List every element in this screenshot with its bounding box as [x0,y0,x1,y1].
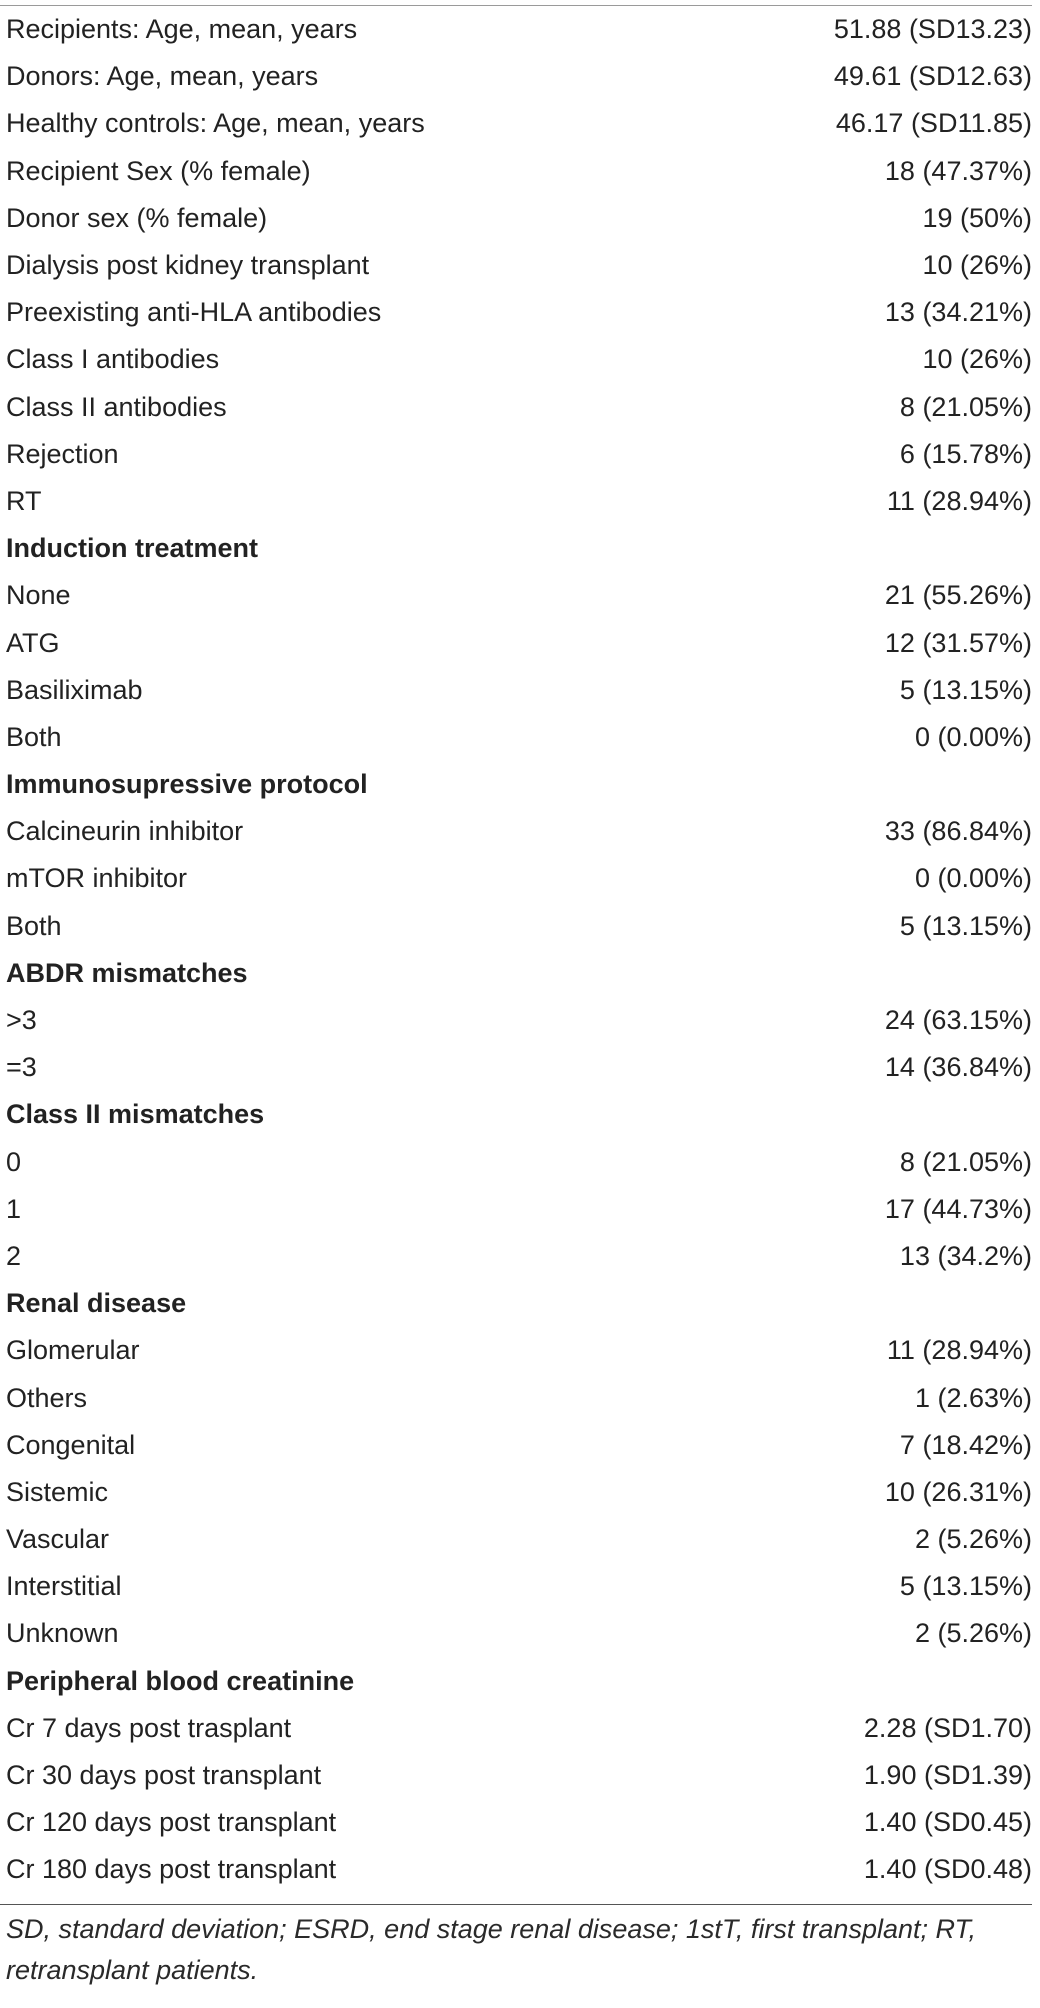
row-value: 5 (13.15%) [899,910,1032,941]
table-row [0,1374,1032,1421]
table-row [0,336,1032,383]
table-row [0,808,1032,855]
table-row [0,53,1032,100]
table-row [0,195,1032,242]
row-value: 51.88 (SD13.23) [833,14,1032,45]
row-value: 24 (63.15%) [884,1005,1032,1036]
table-row [0,1846,1032,1893]
table-row [0,148,1032,195]
row-value: 8 (21.05%) [899,1146,1032,1177]
table-row [0,384,1032,431]
row-label: 0 [6,1146,22,1177]
row-label: Basiliximab [6,674,143,705]
row-value: 0 (0.00%) [914,863,1032,894]
row-label: >3 [6,1005,37,1036]
row-label: Both [6,721,62,752]
table-row [0,714,1032,761]
row-value [720,950,1032,997]
row-value: 1.90 (SD1.39) [863,1760,1032,1791]
table-row [0,1186,1032,1233]
row-value: 5 (13.15%) [899,1571,1032,1602]
row-label: Dialysis post kidney transplant [6,250,370,281]
table-row [0,1752,1032,1799]
row-label: Both [6,910,62,941]
row-label: Healthy controls: Age, mean, years [6,108,425,139]
table-row [0,478,1032,525]
table-row [0,100,1032,147]
table-row [0,1327,1032,1374]
section-header-label: Immunosupressive protocol [6,769,368,800]
row-label: =3 [6,1052,37,1083]
row-value: 10 (26%) [922,344,1032,375]
row-value: 2 (5.26%) [914,1524,1032,1555]
row-value [720,761,1032,808]
row-label: Class I antibodies [6,344,220,375]
row-label: Cr 30 days post transplant [6,1760,322,1791]
section-header-row [0,1658,1032,1705]
section-header-label: Peripheral blood creatinine [6,1665,355,1696]
row-label: Cr 7 days post trasplant [6,1712,292,1743]
row-label: Donor sex (% female) [6,202,268,233]
section-header-row [0,1280,1032,1327]
section-header-label: ABDR mismatches [6,957,248,988]
row-label: Class II antibodies [6,391,227,422]
row-value: 8 (21.05%) [899,391,1032,422]
row-value: 7 (18.42%) [899,1429,1032,1460]
table-row [0,1233,1032,1280]
row-value: 11 (28.94%) [886,1335,1032,1366]
row-value [720,1091,1032,1138]
row-label: Cr 180 days post transplant [6,1854,337,1885]
table-row [0,6,1032,53]
row-value: 12 (31.57%) [884,627,1032,658]
row-label: 1 [6,1193,22,1224]
section-header-label: Induction treatment [6,533,259,564]
row-label: Rejection [6,438,119,469]
section-header-label: Renal disease [6,1288,187,1319]
row-value: 11 (28.94%) [886,485,1032,516]
row-value: 13 (34.21%) [884,297,1032,328]
table-row [0,997,1032,1044]
row-label: Unknown [6,1618,119,1649]
table-row [0,619,1032,666]
row-value: 2.28 (SD1.70) [863,1712,1032,1743]
row-value: 0 (0.00%) [914,721,1032,752]
row-value: 46.17 (SD11.85) [835,108,1032,139]
row-value: 5 (13.15%) [899,674,1032,705]
section-header-row [0,950,1032,997]
row-label: Calcineurin inhibitor [6,816,244,847]
patient-characteristics-table [0,6,1032,1894]
row-label: Congenital [6,1429,136,1460]
row-label: Recipients: Age, mean, years [6,14,358,45]
row-label: Cr 120 days post transplant [6,1807,337,1838]
row-label: mTOR inhibitor [6,863,188,894]
section-header-row [0,525,1032,572]
row-label: ATG [6,627,60,658]
row-label: Sistemic [6,1476,109,1507]
table-row [0,1139,1032,1186]
row-label: Recipient Sex (% female) [6,155,311,186]
table-row [0,855,1032,902]
row-label: Preexisting anti-HLA antibodies [6,297,382,328]
table-row [0,667,1032,714]
row-value: 21 (55.26%) [884,580,1032,611]
table-bottom-rule [0,1904,1032,1905]
row-value: 1.40 (SD0.48) [863,1854,1032,1885]
table-row [0,1422,1032,1469]
row-value: 14 (36.84%) [884,1052,1032,1083]
table-row [0,1516,1032,1563]
table-row [0,1044,1032,1091]
row-label: 2 [6,1240,22,1271]
row-label: Others [6,1382,88,1413]
table-body [0,6,1032,1894]
row-value: 17 (44.73%) [884,1193,1032,1224]
row-value: 10 (26%) [922,250,1032,281]
row-value: 33 (86.84%) [884,816,1032,847]
row-value: 1 (2.63%) [914,1382,1032,1413]
table-footnote: SD, standard deviation; ESRD, end stage renal disease; 1stT, first transplant; RT, retransplant patients. [6,1913,977,1985]
row-label: Interstitial [6,1571,122,1602]
row-value [720,525,1032,572]
row-value: 1.40 (SD0.45) [863,1807,1032,1838]
row-label: None [6,580,71,611]
row-value [720,1280,1032,1327]
row-value: 6 (15.78%) [899,438,1032,469]
section-header-row [0,761,1032,808]
row-value: 18 (47.37%) [884,155,1032,186]
row-label: RT [6,485,42,516]
row-value: 10 (26.31%) [884,1476,1032,1507]
row-value: 19 (50%) [922,202,1032,233]
table-row [0,1610,1032,1657]
table-row [0,1563,1032,1610]
table-container [0,5,1032,1991]
row-label: Glomerular [6,1335,140,1366]
row-label: Vascular [6,1524,110,1555]
table-row [0,1799,1032,1846]
section-header-row [0,1091,1032,1138]
row-value [720,1658,1032,1705]
row-label: Donors: Age, mean, years [6,61,319,92]
table-row [0,289,1032,336]
table-row [0,572,1032,619]
table-row [0,1469,1032,1516]
row-value: 49.61 (SD12.63) [833,61,1032,92]
table-row [0,1705,1032,1752]
table-row [0,903,1032,950]
table-row [0,431,1032,478]
row-value: 2 (5.26%) [914,1618,1032,1649]
row-value: 13 (34.2%) [899,1240,1032,1271]
section-header-label: Class II mismatches [6,1099,265,1130]
table-row [0,242,1032,289]
